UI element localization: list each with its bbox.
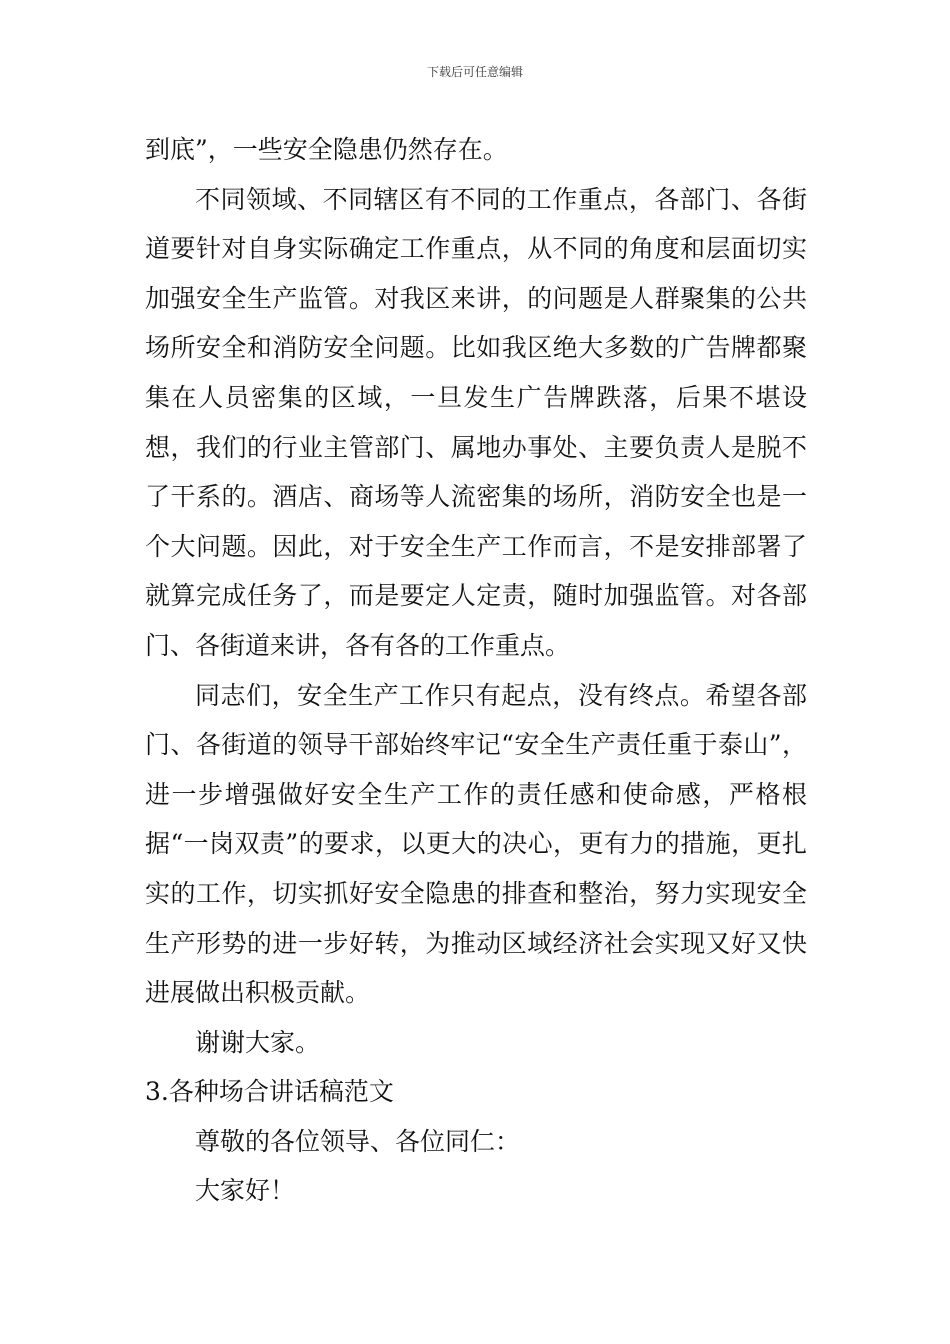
document-body bbox=[145, 125, 807, 1216]
section-heading: 3.各种场合讲话稿范文 bbox=[145, 1077, 394, 1107]
paragraph-greeting: 大家好！ bbox=[195, 1176, 296, 1206]
paragraph-conclusion: 同志们，安全生产工作只有起点，没有终点。希望各部门、各街道的领导干部始终牢记“安全生产责任重于泰山”，进一步增强做好安全生产工作的责任感和使命感，严格根据“一岗双责”的要求，以更大的决心，更有力的措施，更扎实的工作，切实抓好安全隐患的排查和整治，努力实现安全生产形势的进一步好转，为推动区域经济社会实现又好又快进展做出积极贡献。 bbox=[145, 680, 807, 1008]
paragraph-work-focus: 不同领域、不同辖区有不同的工作重点，各部门、各街道要针对自身实际确定工作重点，从不同的角度和层面切实加强安全生产监管。对我区来讲，的问题是人群聚集的公共场所安全和消防安全问题。比如我区绝大多数的广告牌都聚集在人员密集的区域，一旦发生广告牌跌落，后果不堪设想，我们的行业主管部门、属地办事处、主要负责人是脱不了干系的。酒店、商场等人流密集的场所，消防安全也是一个大问题。因此，对于安全生产工作而言，不是安排部署了就算完成任务了，而是要定人定责，随时加强监管。对各部门、各街道来讲，各有各的工作重点。 bbox=[145, 184, 807, 660]
page-header: 下载后可任意编辑 bbox=[426, 65, 523, 79]
paragraph-continuation: 到底”，一些安全隐患仍然存在。 bbox=[145, 135, 508, 164]
paragraph-salutation: 尊敬的各位领导、各位同仁： bbox=[195, 1126, 521, 1156]
paragraph-thanks: 谢谢大家。 bbox=[195, 1027, 321, 1057]
